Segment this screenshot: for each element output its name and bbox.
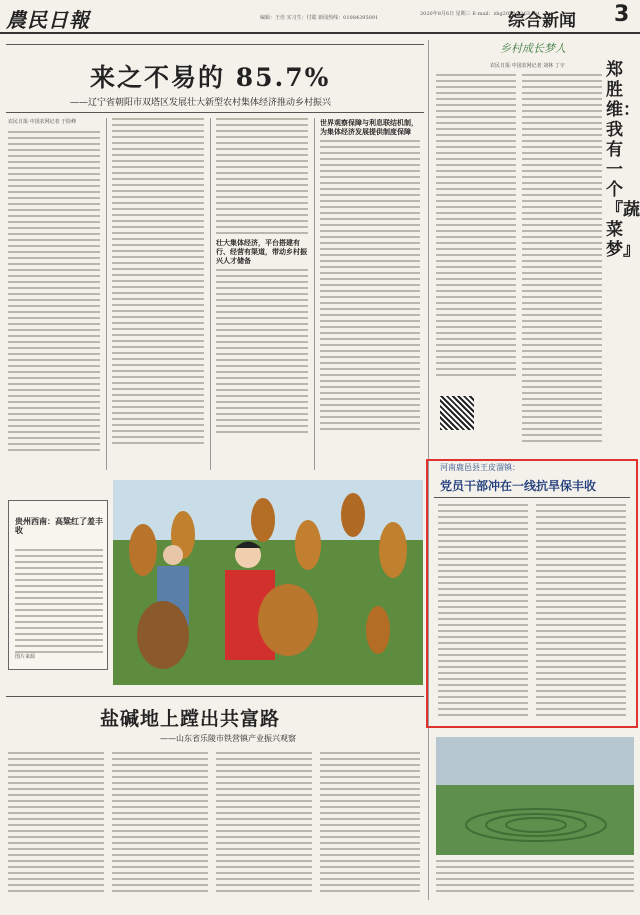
date-meta: 2020年8月6日 星期三 E-mail：zhg2050@263.net xyxy=(420,11,540,17)
masthead xyxy=(0,0,640,34)
red-box-col-2 xyxy=(536,504,626,720)
lead-col-4 xyxy=(320,118,420,434)
page-number: 3 xyxy=(614,2,630,27)
lead-subhead: ——辽宁省朝阳市双塔区发展壮大新型农村集体经济推动乡村振兴 xyxy=(70,98,332,108)
inset-title[interactable]: 贵州西南：高粱红了羞丰收 xyxy=(15,516,103,535)
bottom-headline[interactable]: 盐碱地上蹚出共富路 xyxy=(100,708,281,730)
right-col-1 xyxy=(436,74,516,380)
bottom-rule xyxy=(6,696,424,697)
sorghum-inset xyxy=(8,500,108,670)
lead-col-1 xyxy=(8,118,100,455)
qr-code xyxy=(440,396,474,430)
red-box-title-1: 河南鹿邑县王皮溜镇： xyxy=(440,463,520,472)
field-circles xyxy=(436,737,634,855)
inset-caption: 图片来源 xyxy=(15,654,36,660)
bottom-col-3 xyxy=(216,752,312,896)
bottom-col-4 xyxy=(320,752,420,896)
red-box-title-2[interactable]: 党员干部冲在一线抗旱保丰收 xyxy=(440,479,597,493)
aerial-caption xyxy=(436,860,634,896)
sorghum-harvest-photo xyxy=(113,480,423,685)
lead-box-head-2: 世界观察保障与利息联结机制，为集体经济发展提供制度保障 xyxy=(320,118,418,136)
zheng-headline[interactable]: 郑胜维：我有一个『蔬菜梦』 xyxy=(606,60,640,260)
right-col-2 xyxy=(522,74,602,446)
harvest-scene xyxy=(113,480,423,685)
lead-headline[interactable]: 来之不易的 85.7% xyxy=(90,63,331,92)
bottom-col-1 xyxy=(8,752,104,896)
lead-byline: 农民日报·中国农网记者 于险峰 xyxy=(8,119,77,125)
red-box-rule xyxy=(434,497,630,498)
villager-banner: 乡村成长梦人 xyxy=(500,42,566,55)
lead-col-3 xyxy=(216,118,308,437)
top-rule xyxy=(6,44,424,45)
lead-col-2 xyxy=(112,118,204,448)
red-box-col-1 xyxy=(438,504,528,720)
editor-meta: 编辑：王佳 实习生：付聪 新闻热线：01084395091 xyxy=(260,15,379,21)
lead-box-head-1: 壮大集体经济，平台搭建有行、经营有渠道，带动乡村振兴人才储备 xyxy=(216,238,307,265)
bottom-col-2 xyxy=(112,752,208,896)
aerial-field-photo xyxy=(436,737,634,855)
section-title: 综合新闻 xyxy=(508,11,576,31)
lead-rule xyxy=(6,112,424,113)
right-byline: 农民日报·中国农网记者 刘林 丁宇 xyxy=(490,63,565,69)
bottom-subhead: ——山东省乐陵市铁营镇产业振兴观察 xyxy=(160,734,296,743)
newspaper-logo: 農民日報 xyxy=(6,8,90,32)
